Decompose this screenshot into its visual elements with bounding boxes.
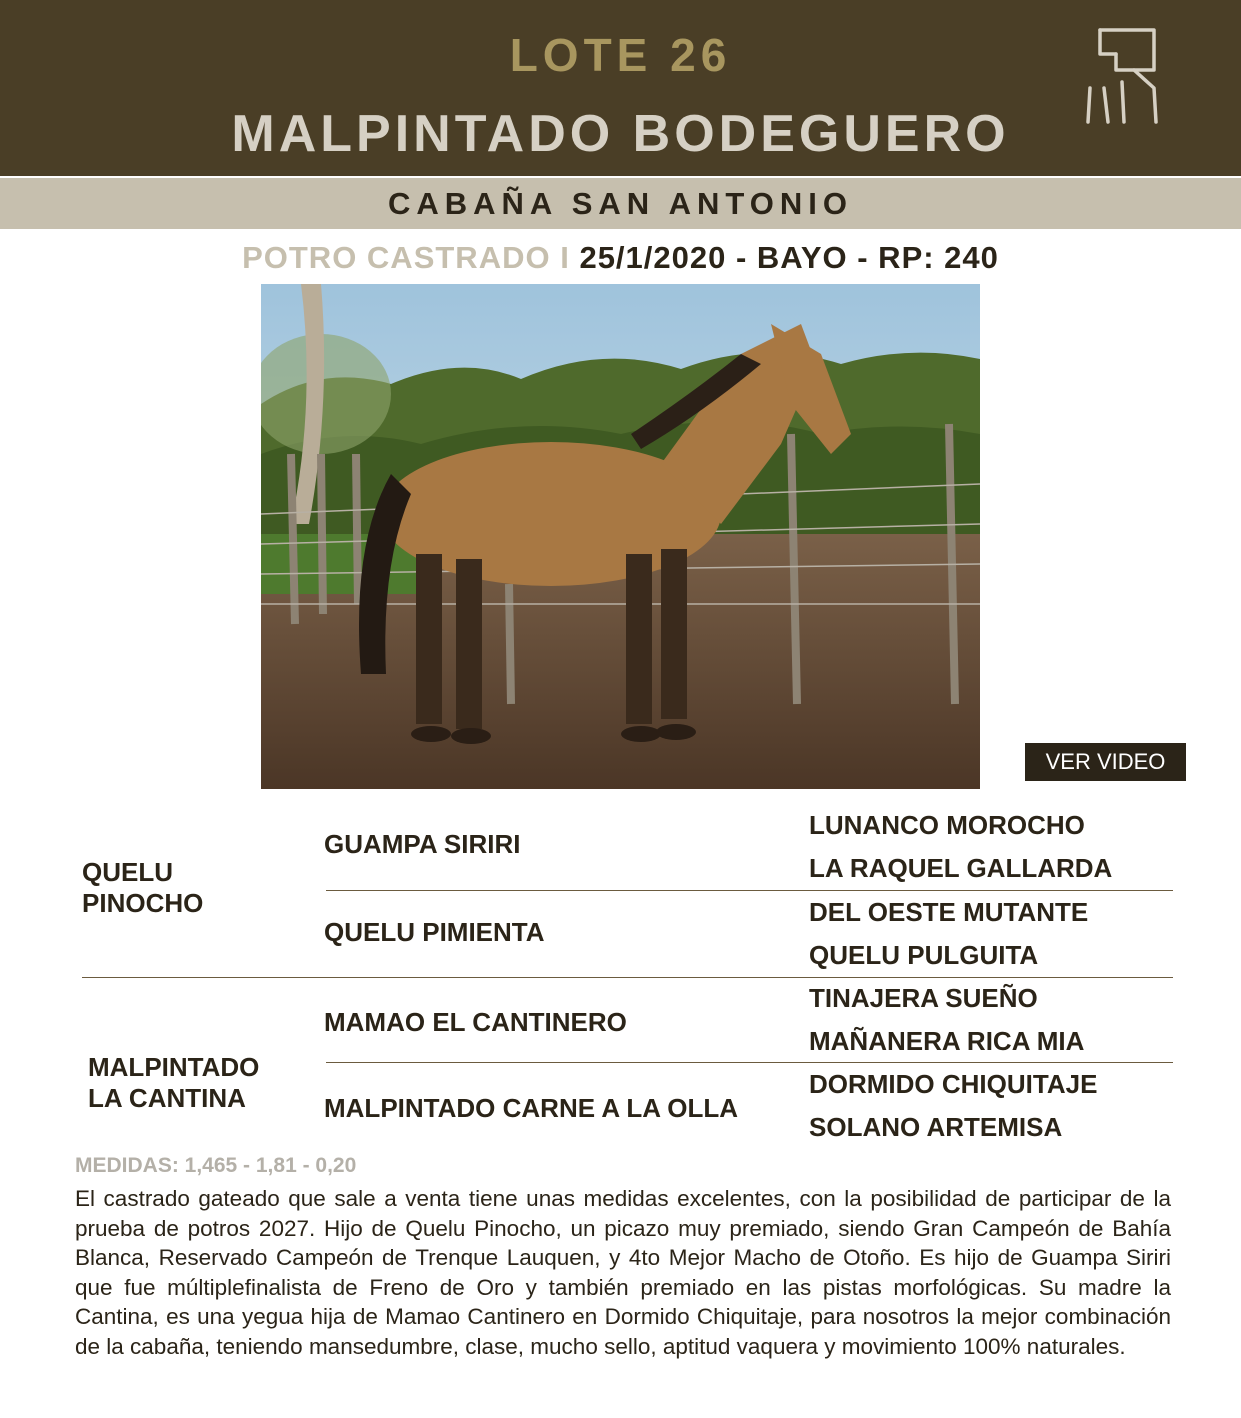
watch-video-button[interactable]: VER VIDEO [1025, 743, 1186, 781]
pedigree-divider [326, 890, 1173, 891]
dam-name-line1: MALPINTADO [88, 1052, 260, 1082]
granddam-maternal: MALPINTADO CARNE A LA OLLA [324, 1093, 739, 1123]
sire-name-line2: PINOCHO [82, 888, 204, 918]
pedigree-divider [82, 977, 1173, 978]
grandsire-maternal: MAMAO EL CANTINERO [324, 1007, 627, 1037]
breeder-name: CABAÑA SAN ANTONIO [387, 186, 854, 221]
great-grandparent: LUNANCO MOROCHO [809, 810, 1085, 840]
horse-photo [261, 284, 980, 789]
granddam-paternal: QUELU PIMIENTA [324, 917, 545, 947]
great-grandparent: QUELU PULGUITA [809, 940, 1039, 970]
horse-summary [0, 240, 1241, 276]
breeder-band [0, 178, 1241, 229]
horse-name: MALPINTADO BODEGUERO [231, 105, 1010, 163]
great-grandparent: DEL OESTE MUTANTE [809, 897, 1089, 927]
sire-name-line1: QUELU [82, 857, 173, 887]
horse-details: 25/1/2020 - BAYO - RP: 240 [579, 240, 999, 275]
great-grandparent: DORMIDO CHIQUITAJE [809, 1069, 1098, 1099]
header [0, 0, 1241, 176]
grandsire-paternal: GUAMPA SIRIRI [324, 829, 521, 859]
sire-name [82, 857, 203, 919]
measurements: MEDIDAS: 1,465 - 1,81 - 0,20 [75, 1154, 357, 1177]
great-grandparent: TINAJERA SUEÑO [809, 983, 1038, 1013]
great-grandparent: LA RAQUEL GALLARDA [809, 853, 1113, 883]
dam-name-line2: LA CANTINA [88, 1083, 246, 1113]
pedigree-divider [326, 1062, 1173, 1063]
horse-category: POTRO CASTRADO [242, 240, 551, 275]
great-grandparent: SOLANO ARTEMISA [809, 1112, 1063, 1142]
great-grandparent: MAÑANERA RICA MIA [809, 1026, 1085, 1056]
separator: I [560, 240, 570, 275]
horse-photo-illustration [261, 284, 980, 789]
lot-number: LOTE 26 [509, 29, 732, 81]
dam-name [88, 1052, 259, 1114]
description: El castrado gateado que sale a venta tiene unas medidas excelentes, con la posibilidad de participar de la prueba de potros 2027. Hijo de Quelu Pinocho, un picazo muy premiado, siendo Gran Campeón de Bahía Blanca, Reservado Campeón de Trenque Lauquen, y 4to Mejor Macho de Otoño. Es hijo de Guampa Siriri que fue múltiplefinalista de Freno de Oro y también premiado en las pistas morfológicas. Su madre la Cantina, es una yegua hija de Mamao Cantinero en Dormido Chiquitaje, para nosotros la mejor combinación de la cabaña, teniendo mansedumbre, clase, mucho sello, aptitud vaquera y movimiento 100% naturales. [75, 1186, 1171, 1359]
brand-mark-icon [1082, 26, 1166, 130]
